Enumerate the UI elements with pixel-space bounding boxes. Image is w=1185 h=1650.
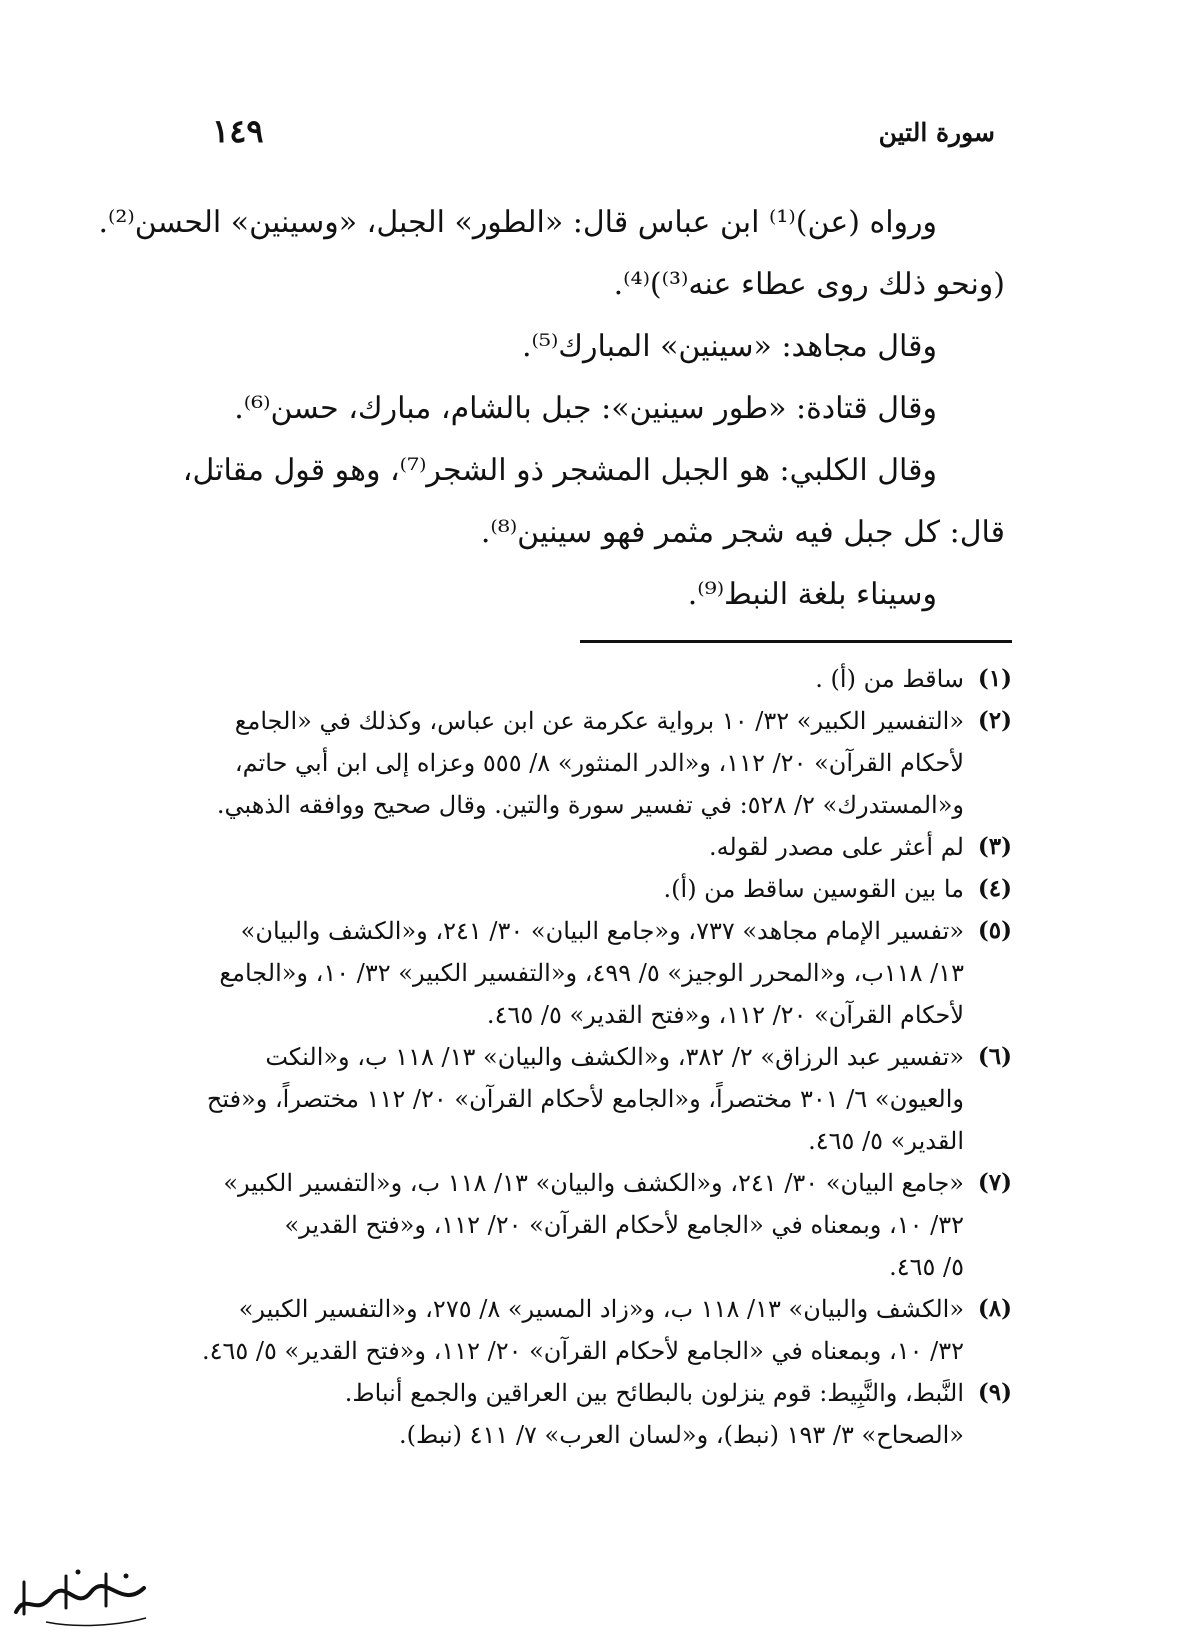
footnote-line: «تفسير الإمام مجاهد» ٧٣٧، و«جامع البيان» ٣٠/ ٢٤١، و«الكشف والبيان» (240, 917, 964, 945)
page-header (200, 112, 995, 162)
body-line: قال: كل جبل فيه شجر مثمر فهو سينين⁽⁸⁾. (480, 515, 1005, 550)
footnote-number: (٣) (977, 833, 1012, 860)
footnote-line: ساقط من (أ) . (815, 665, 964, 693)
body-line: وقال قتادة: «طور سينين»: جبل بالشام، مبارك، حسن⁽⁶⁾. (234, 391, 937, 426)
footnote (140, 826, 1012, 868)
footnote-line: لأحكام القرآن» ٢٠/ ١١٢، و«فتح القدير» ٥/ ٤٦٥. (486, 1001, 964, 1029)
footnote-number: (٢) (977, 707, 1012, 734)
footnote (140, 1036, 1012, 1162)
footnote-number: (٧) (977, 1169, 1012, 1196)
footnote-line: ١٣/ ١١٨ب، و«المحرر الوجيز» ٥/ ٤٩٩، و«التفسير الكبير» ٣٢/ ١٠، و«الجامع (219, 959, 964, 987)
body-line: (ونحو ذلك روى عطاء عنه⁽³⁾)⁽⁴⁾. (613, 267, 1005, 302)
footnote (140, 658, 1012, 700)
footnote-line: القدير» ٥/ ٤٦٥. (808, 1127, 964, 1155)
body-line: وقال مجاهد: «سينين» المبارك⁽⁵⁾. (522, 329, 937, 364)
footnotes (140, 658, 1012, 1456)
main-text (98, 192, 1005, 626)
footnote-line: «تفسير عبد الرزاق» ٢/ ٣٨٢، و«الكشف والبيان» ١٣/ ١١٨ ب، و«النكت (265, 1043, 964, 1071)
watermark-logo (6, 1562, 156, 1628)
footnote-line: لأحكام القرآن» ٢٠/ ١١٢، و«الدر المنثور» ٨/ ٥٥٥ وعزاه إلى ابن أبي حاتم، (234, 749, 964, 777)
footnote-line: «الصحاح» ٣/ ١٩٣ (نبط)، و«لسان العرب» ٧/ ٤١١ (نبط). (398, 1421, 964, 1449)
footnote-line: ٣٢/ ١٠، وبمعناه في «الجامع لأحكام القرآن» ٢٠/ ١١٢، و«فتح القدير» (284, 1211, 964, 1239)
footnote-separator (580, 640, 1012, 643)
footnote-number: (٨) (977, 1295, 1012, 1322)
footnote (140, 1162, 1012, 1288)
footnote-line: «التفسير الكبير» ٣٢/ ١٠ برواية عكرمة عن ابن عباس، وكذلك في «الجامع (234, 707, 964, 735)
footnote-number: (١) (977, 665, 1012, 692)
footnote (140, 700, 1012, 826)
footnote (140, 1372, 1012, 1456)
footnote-number: (٤) (977, 875, 1012, 902)
footnote-line: «الكشف والبيان» ١٣/ ١١٨ ب، و«زاد المسير» ٨/ ٢٧٥، و«التفسير الكبير» (238, 1295, 964, 1323)
footnote (140, 868, 1012, 910)
footnote-line: النَّبط، والنَّبِيط: قوم ينزلون بالبطائح بين العراقين والجمع أنباط. (344, 1379, 964, 1407)
footnote (140, 910, 1012, 1036)
footnote-line: «جامع البيان» ٣٠/ ٢٤١، و«الكشف والبيان» ١٣/ ١١٨ ب، و«التفسير الكبير» (223, 1169, 964, 1197)
footnote-number: (٥) (977, 917, 1012, 944)
body-line: وقال الكلبي: هو الجبل المشجر ذو الشجر⁽⁷⁾، وهو قول مقاتل، (182, 453, 937, 488)
footnote-line: ما بين القوسين ساقط من (أ). (663, 875, 964, 903)
footnote-number: (٩) (977, 1379, 1012, 1406)
body-line: ورواه (عن)⁽¹⁾ ابن عباس قال: «الطور» الجبل، «وسينين» الحسن⁽²⁾. (98, 205, 937, 240)
page-number: ١٤٩ (212, 112, 264, 150)
body-line: وسيناء بلغة النبط⁽⁹⁾. (687, 577, 937, 612)
footnote-line: و«المستدرك» ٢/ ٥٢٨: في تفسير سورة والتين. وقال صحيح ووافقه الذهبي. (216, 791, 964, 819)
footnote-number: (٦) (977, 1043, 1012, 1070)
footnote-line: لم أعثر على مصدر لقوله. (708, 833, 964, 861)
surah-title: سورة التين (878, 118, 995, 147)
footnote (140, 1288, 1012, 1372)
footnote-line: ٣٢/ ١٠، وبمعناه في «الجامع لأحكام القرآن» ٢٠/ ١١٢، و«فتح القدير» ٥/ ٤٦٥. (201, 1337, 964, 1365)
footnote-line: والعيون» ٦/ ٣٠١ مختصراً، و«الجامع لأحكام القرآن» ٢٠/ ١١٢ مختصراً، و«فتح (206, 1085, 964, 1113)
footnote-line: ٥/ ٤٦٥. (889, 1253, 964, 1281)
